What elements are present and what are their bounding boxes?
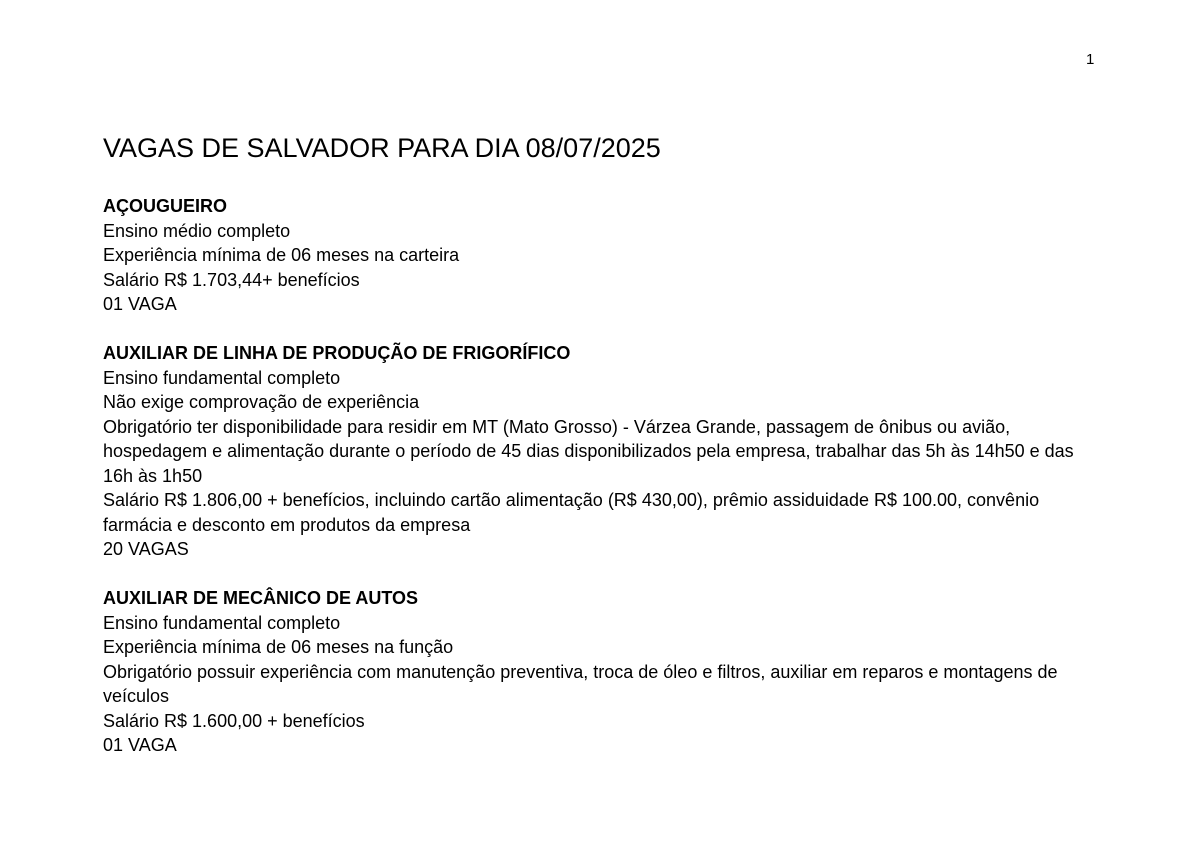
job-requirements: Obrigatório ter disponibilidade para residir em MT (Mato Grosso) - Várzea Grande, passagem de ônibus ou avião, hospedagem e alimentação durante o período de 45 dias disponibilizados pela empresa, trabalhar das 5h às 14h50 e das 16h às 1h50: [103, 416, 1074, 486]
job-salary: Salário R$ 1.600,00 + benefícios: [103, 710, 365, 731]
job-listing-auxiliar-linha-producao: [103, 341, 1103, 562]
page-title: VAGAS DE SALVADOR PARA DIA 08/07/2025: [103, 133, 661, 163]
job-experience: Não exige comprovação de experiência: [103, 392, 420, 412]
job-listing-acougueiro: [103, 194, 1103, 317]
job-title: AUXILIAR DE LINHA DE PRODUÇÃO DE FRIGORÍFICO: [103, 343, 571, 363]
job-education: Ensino fundamental completo: [103, 612, 341, 633]
job-title: AÇOUGUEIRO: [103, 196, 228, 216]
job-vacancies: 01 VAGA: [103, 735, 177, 755]
job-experience: Experiência mínima de 06 meses na função: [103, 637, 454, 657]
document-body: [103, 128, 1103, 782]
job-title: AUXILIAR DE MECÂNICO DE AUTOS: [103, 588, 419, 608]
job-salary: Salário R$ 1.703,44+ benefícios: [103, 269, 360, 290]
job-salary: Salário R$ 1.806,00 + benefícios, incluindo cartão alimentação (R$ 430,00), prêmio assiduidade R$ 100.00, convênio farmácia e desconto em produtos da empresa: [103, 490, 1040, 535]
job-vacancies: 01 VAGA: [103, 294, 177, 314]
job-requirements: Obrigatório possuir experiência com manutenção preventiva, troca de óleo e filtros, auxiliar em reparos e montagens de veículos: [103, 661, 1058, 706]
page-number: 1: [1086, 51, 1095, 68]
job-listing-auxiliar-mecanico: [103, 586, 1103, 758]
job-vacancies: 20 VAGAS: [103, 539, 189, 559]
job-education: Ensino médio completo: [103, 220, 291, 241]
job-experience: Experiência mínima de 06 meses na carteira: [103, 245, 460, 265]
job-education: Ensino fundamental completo: [103, 367, 341, 388]
